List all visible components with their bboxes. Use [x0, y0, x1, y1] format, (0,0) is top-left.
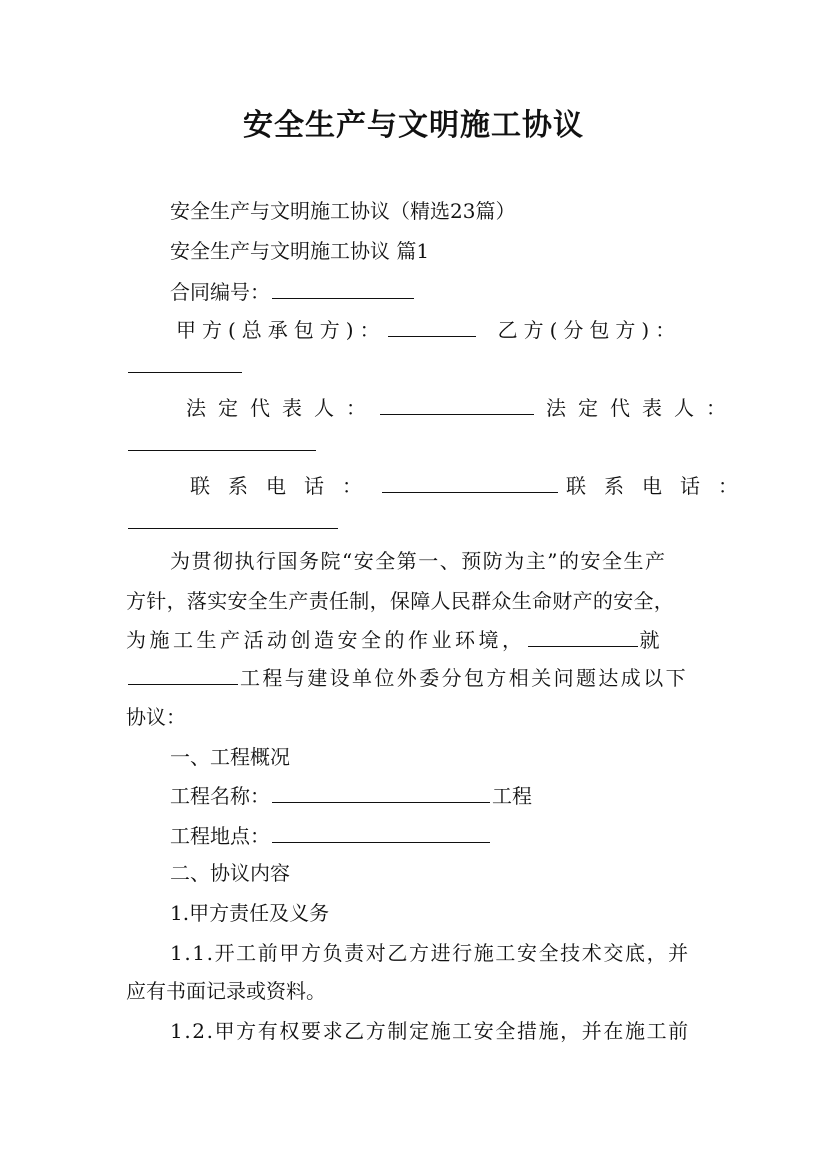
document-subtitle: 安全生产与文明施工协议（精选23篇）	[170, 199, 516, 223]
item-1-1-line-1: 1.1.开工前甲方负责对乙方进行施工安全技术交底，并	[170, 941, 690, 965]
legal-rep-a-blank[interactable]	[380, 394, 534, 415]
heading-party-a-duties: 1.甲方责任及义务	[170, 901, 330, 925]
legal-rep-b-blank[interactable]	[128, 430, 316, 451]
project-location-row	[170, 822, 492, 849]
phone-row	[190, 472, 756, 499]
project-name-row	[170, 782, 532, 809]
party-b-blank[interactable]	[128, 352, 242, 373]
legal-rep-b-label: 法定代表人：	[546, 396, 738, 420]
contract-number-row	[170, 278, 416, 305]
paragraph-1-line-1: 为贯彻执行国务院“安全第一、预防为主”的安全生产	[170, 549, 667, 573]
paragraph-1-line-3-text: 为施工生产活动创造安全的作业环境，	[126, 628, 526, 652]
paragraph-1-line-2: 方针，落实安全生产责任制，保障人民群众生命财产的安全，	[126, 589, 675, 613]
project-name-label: 工程名称：	[170, 784, 270, 808]
section-title: 安全生产与文明施工协议 篇1	[170, 239, 430, 263]
paragraph-1-line-3	[126, 626, 660, 653]
paragraph-1-line-3-end: 就	[639, 628, 660, 652]
project-location-label: 工程地点：	[170, 824, 270, 848]
phone-b-label: 联系电话：	[566, 474, 756, 498]
project-name-blank[interactable]	[272, 782, 490, 803]
contractor-blank[interactable]	[528, 626, 638, 647]
paragraph-1-line-4-text: 工程与建设单位外委分包方相关问题达成以下	[240, 666, 688, 690]
party-row	[176, 316, 681, 343]
contract-number-blank[interactable]	[272, 278, 414, 299]
party-a-label: 甲方(总承包方)：	[176, 318, 386, 342]
legal-rep-a-label: 法定代表人：	[186, 396, 378, 420]
project-location-blank[interactable]	[272, 822, 490, 843]
document-title: 安全生产与文明施工协议	[243, 108, 584, 143]
item-1-2-line-1: 1.2.甲方有权要求乙方制定施工安全措施，并在施工前	[170, 1019, 690, 1043]
party-b-label: 乙方(分包方)：	[497, 318, 682, 342]
item-1-1-line-2: 应有书面记录或资料。	[126, 979, 326, 1003]
phone-a-blank[interactable]	[382, 472, 558, 493]
party-b-blank-row	[126, 352, 244, 379]
party-a-blank[interactable]	[388, 316, 476, 337]
heading-project-overview: 一、工程概况	[170, 745, 290, 769]
phone-b-blank-row	[126, 508, 340, 535]
legal-rep-row	[186, 394, 738, 421]
heading-agreement-content: 二、协议内容	[170, 861, 290, 885]
phone-a-label: 联系电话：	[190, 474, 380, 498]
project-blank[interactable]	[128, 664, 238, 685]
phone-b-blank[interactable]	[128, 508, 338, 529]
contract-number-label: 合同编号：	[170, 280, 270, 304]
paragraph-1-line-5: 协议：	[126, 705, 186, 729]
paragraph-1-line-4	[126, 664, 688, 691]
legal-rep-b-blank-row	[126, 430, 318, 457]
project-name-suffix: 工程	[492, 784, 532, 808]
